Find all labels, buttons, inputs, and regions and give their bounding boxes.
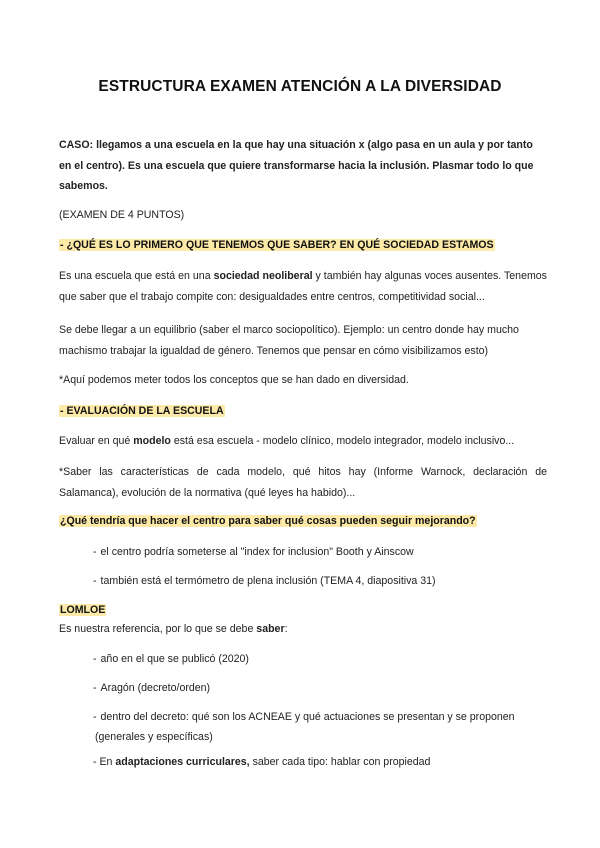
bullet-text: también está el termómetro de plena inclusión (TEMA 4, diapositiva 31) bbox=[100, 575, 436, 587]
section4-bullet-2: - Aragón (decreto/orden) bbox=[93, 682, 211, 694]
bullet-text: Aragón (decreto/orden) bbox=[100, 682, 211, 694]
section4-bullet-3: - dentro del decreto: qué son los ACNEAE y qué actuaciones se presentan y se proponen (generales y específicas) bbox=[93, 707, 553, 747]
section3-heading bbox=[59, 511, 547, 532]
section4-heading bbox=[59, 600, 547, 621]
section4-bullet-4 bbox=[93, 752, 553, 772]
bullet-text: el centro podría someterse al "index for inclusion" Booth y Ainscow bbox=[100, 546, 414, 558]
section1-heading-text: - ¿QUÉ ES LO PRIMERO QUE TENEMOS QUE SABER? EN QUÉ SOCIEDAD ESTAMOS bbox=[60, 239, 494, 251]
section1-note: *Aquí podemos meter todos los conceptos que se han dado en diversidad. bbox=[59, 374, 409, 386]
section1-paragraph2: Se debe llegar a un equilibrio (saber el marco sociopolítico). Ejemplo: un centro donde hay mucho machismo trabajar la igualdad de género. Tenemos que pensar en cómo visibilizamos esto) bbox=[59, 324, 519, 357]
section2-note: *Saber las características de cada modelo, qué hitos hay (Informe Warnock, declaración de Salamanca), evolución de la normativa (qué leyes ha habido)... bbox=[59, 466, 547, 499]
section1-heading bbox=[59, 235, 547, 256]
text-run: saber cada tipo: hablar con propiedad bbox=[249, 756, 431, 768]
text-run: Es una escuela que está en una bbox=[59, 270, 214, 282]
case-paragraph: CASO: llegamos a una escuela en la que hay una situación x (algo pasa en un aula y por tanto en el centro). Es una escuela que quiere transformarse hacia la inclusión. Plasmar todo lo que sabemos. bbox=[59, 139, 534, 192]
section1-paragraph1 bbox=[59, 266, 547, 307]
text-run: Es nuestra referencia, por lo que se debe bbox=[59, 623, 257, 635]
text-run: y también hay algunas voces ausentes. Tenemos que saber que el trabajo compite con: desigualdades entre centros, competitividad social... bbox=[59, 270, 547, 303]
text-run-bold: modelo bbox=[133, 435, 171, 447]
page-title: ESTRUCTURA EXAMEN ATENCIÓN A LA DIVERSIDAD bbox=[98, 78, 502, 95]
section3-bullet-2: - también está el termómetro de plena inclusión (TEMA 4, diapositiva 31) bbox=[93, 575, 436, 587]
section2-heading bbox=[59, 401, 547, 422]
text-run: - En bbox=[93, 756, 116, 768]
section3-heading-text: ¿Qué tendría que hacer el centro para saber qué cosas pueden seguir mejorando? bbox=[60, 515, 476, 527]
section2-heading-text: - EVALUACIÓN DE LA ESCUELA bbox=[60, 405, 224, 417]
exam-points: (EXAMEN DE 4 PUNTOS) bbox=[59, 209, 185, 221]
section2-paragraph1 bbox=[59, 431, 547, 452]
section4-bullet-1: - año en el que se publicó (2020) bbox=[93, 653, 249, 665]
bullet-text: dentro del decreto: qué son los ACNEAE y qué actuaciones se presentan y se proponen bbox=[100, 711, 515, 723]
bullet-text: año en el que se publicó (2020) bbox=[100, 653, 249, 665]
text-run: : bbox=[284, 623, 288, 635]
text-run: Evaluar en qué bbox=[59, 435, 134, 447]
text-run-bold: adaptaciones curriculares, bbox=[115, 756, 250, 768]
section3-bullet-1: - el centro podría someterse al "index for inclusion" Booth y Ainscow bbox=[93, 546, 414, 558]
text-run-bold: sociedad neoliberal bbox=[213, 270, 313, 282]
section4-intro bbox=[59, 619, 547, 640]
bullet-continuation: (generales y específicas) bbox=[95, 731, 213, 743]
text-run-bold: saber bbox=[256, 623, 285, 635]
section4-heading-text: LOMLOE bbox=[60, 604, 106, 616]
text-run: está esa escuela - modelo clínico, modelo integrador, modelo inclusivo... bbox=[170, 435, 515, 447]
